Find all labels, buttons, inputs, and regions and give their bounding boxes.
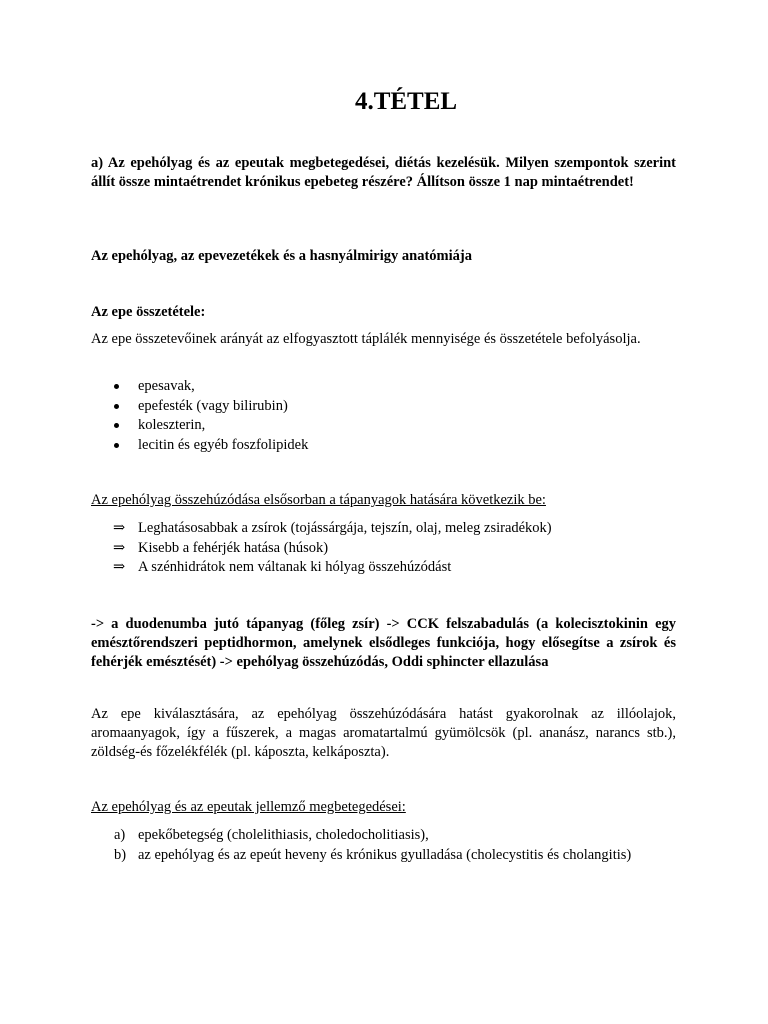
page-title: 4.TÉTEL (354, 88, 458, 115)
bullet-icon (114, 423, 119, 428)
mechanism-paragraph: -> a duodenumba jutó tápanyag (főleg zsír) -> CCK felszabadulás (a kolecisztokinin egy emésztőrendszeri peptidhormon, amelynek elsődleges funkciója, hogy elősegítse a zsírok és fehérjék emésztését) -> epehólyag összehúzódás, Oddi sphincter ellazulása (91, 616, 676, 670)
contraction-heading: Az epehólyag összehúzódása elsősorban a tápanyagok hatására következik be: (91, 492, 546, 508)
diseases-list (91, 826, 676, 865)
list-marker: b) (114, 846, 127, 863)
secretion-paragraph: Az epe kiválasztására, az epehólyag összehúzódására hatást gyakorolnak az illóolajok, aromaanyagok, így a fűszerek, a magas aromatartalmú gyümölcsök (pl. ananász, narancs stb.), zöldség-és főzelékfélék (pl. káposzta, kelkáposzta). (91, 706, 676, 760)
list-item: a) epekőbetegség (cholelithiasis, choledocholitiasis), (114, 827, 429, 843)
list-item: epefesték (vagy bilirubin) (91, 397, 676, 417)
composition-list (91, 377, 676, 455)
list-item: ⇒ Leghatásosabbak a zsírok (tojássárgája, tejszín, olaj, meleg zsiradékok) (113, 520, 552, 536)
composition-intro: Az epe összetevőinek arányát az elfogyasztott táplálék mennyisége és összetétele befolyásolja. (91, 331, 641, 347)
double-arrow-icon: ⇒ (113, 559, 126, 575)
bullet-icon (114, 404, 119, 409)
double-arrow-icon: ⇒ (113, 520, 126, 536)
bullet-icon (114, 384, 119, 389)
double-arrow-icon: ⇒ (113, 539, 126, 556)
composition-heading: Az epe összetétele: (91, 304, 206, 320)
contraction-list (91, 519, 676, 578)
diseases-heading: Az epehólyag és az epeutak jellemző megbetegedései: (91, 799, 406, 815)
list-marker: a) (114, 827, 126, 843)
list-item: b) az epehólyag és az epeút heveny és krónikus gyulladása (cholecystitis és cholangitis) (114, 846, 632, 863)
list-item: lecitin és egyéb foszfolipidek (91, 436, 676, 456)
list-item: epesavak, (91, 377, 676, 397)
list-item: ⇒ A szénhidrátok nem váltanak ki hólyag összehúzódást (113, 559, 452, 575)
bullet-icon (114, 443, 119, 448)
anatomy-heading: Az epehólyag, az epevezetékek és a hasnyálmirigy anatómiája (91, 248, 472, 264)
list-item: ⇒ Kisebb a fehérjék hatása (húsok) (113, 539, 329, 556)
list-item: koleszterin, (91, 416, 676, 436)
question-paragraph: a) Az epehólyag és az epeutak megbetegedései, diétás kezelésük. Milyen szempontok szerint állít össze mintaétrendet krónikus epebeteg részére? Állítson össze 1 nap mintaétrendet! (91, 155, 676, 190)
